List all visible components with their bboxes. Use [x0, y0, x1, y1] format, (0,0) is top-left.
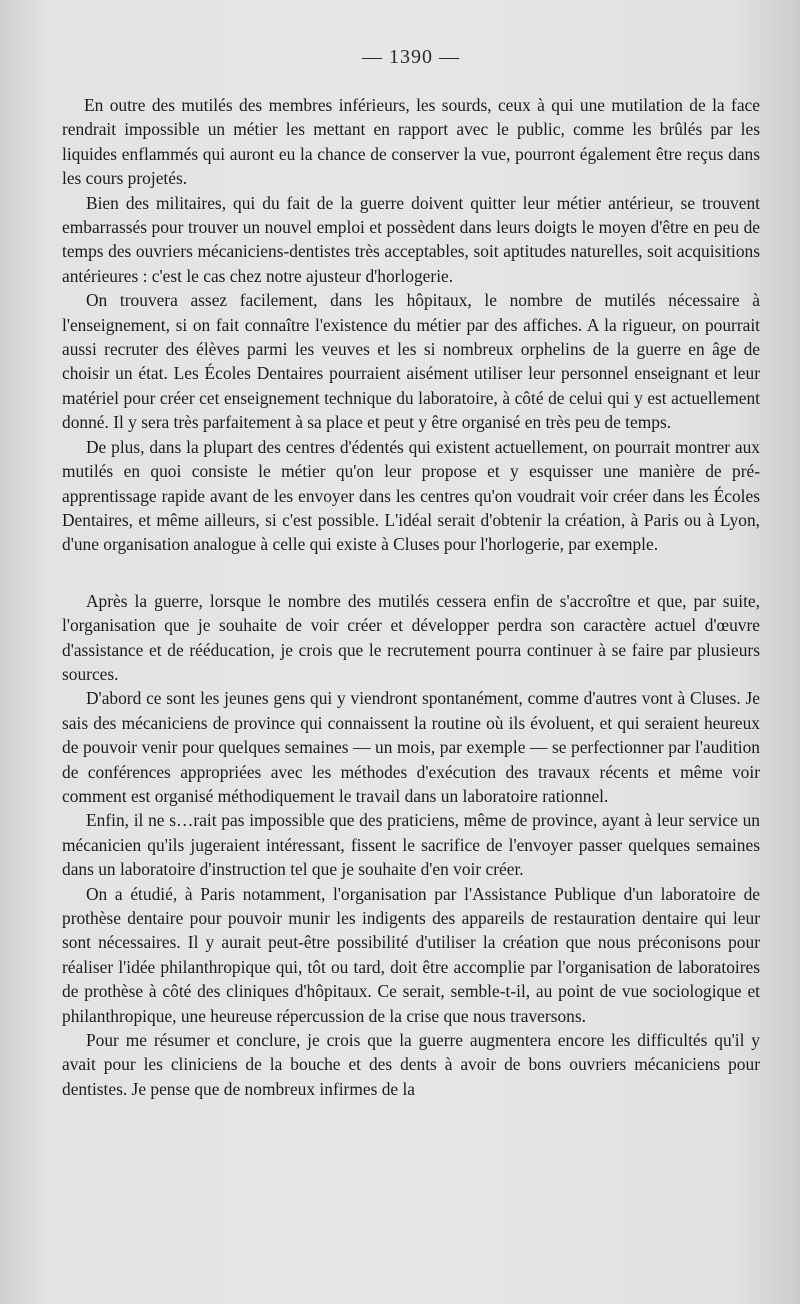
paragraph: Après la guerre, lorsque le nombre des mutilés cessera enfin de s'accroître et que, par suite, l'organisation que je souhaite de voir créer et développer perdra son caractère actuel d'œuvre d'assistance et de rééducation, je crois que le recrutement pourra continuer à se faire par plusieurs sources. [62, 590, 760, 684]
paragraph: On trouvera assez facilement, dans les hôpitaux, le nombre de mutilés nécessaire à l'enseignement, si on fait connaître l'existence du métier par des affiches. A la rigueur, on pourrait aussi recruter des élèves parmi les veuves et les si nombreux orphelins de la guerre en âge de choisir un état. Les Écoles Dentaires pourraient aisément utiliser leur personnel enseignant et leur matériel pour créer cet enseignement technique du laboratoire, à côté de celui qui y est actuellement donné. Il y sera très parfaitement à sa place et peut y être organisé en très peu de temps. [62, 290, 760, 433]
paragraph: D'abord ce sont les jeunes gens qui y viendront spontanément, comme d'autres vont à Cluses. Je sais des mécaniciens de province qui connaissent la routine où ils évoluent, et qui seraient heureux de pouvoir venir pour quelques semaines — un mois, par exemple — se perfectionner par l'audition de conférences appropriées avec les méthodes d'exécution des travaux récents et même voir comment est organisé méthodiquement le travail dans un laboratoire rationnel. [62, 688, 760, 806]
paragraph: Bien des militaires, qui du fait de la guerre doivent quitter leur métier antérieur, se trouvent embarrassés pour trouver un nouvel emploi et possèdent dans leurs doigts le moyen d'être en peu de temps des ouvriers mécaniciens-dentistes très acceptables, soit aptitudes naturelles, soit acquisitions antérieures : c'est le cas chez notre ajusteur d'horlogerie. [62, 192, 760, 286]
paragraph: On a étudié, à Paris notamment, l'organisation par l'Assistance Publique d'un laboratoire de prothèse dentaire pour pouvoir munir les indigents des appareils de restauration dentaire qui leur sont nécessaires. Il y aurait peut-être possibilité d'utiliser la création que nous préconisons pour réaliser l'idée philanthropique qui, tôt ou tard, doit être accomplie par l'organisation de laboratoires de prothèse à côté des cliniques d'hôpitaux. Ce serait, semble-t-il, au point de vue sociologique et philanthropique, une heureuse répercussion de la crise que nous traversons. [62, 883, 760, 1026]
paragraph: De plus, dans la plupart des centres d'édentés qui existent actuellement, on pourrait montrer aux mutilés en quoi consiste le métier qu'on leur propose et y esquisser une manière de pré-apprentissage rapide avant de les envoyer dans les centres qu'on voudrait voir créer dans les Écoles Dentaires, et même ailleurs, si c'est possible. L'idéal serait d'obtenir la création, à Paris ou à Lyon, d'une organisation analogue à celle qui existe à Cluses pour l'horlogerie, par exemple. [62, 436, 760, 555]
paragraph: Enfin, il ne s…rait pas impossible que des praticiens, même de province, ayant à leur service un mécanicien qu'ils jugeraient intéressant, fissent le sacrifice de l'envoyer passer quelques semaines dans un laboratoire d'instruction tel que je souhaite d'en voir créer. [62, 810, 760, 880]
page-number: — 1390 — [362, 46, 460, 68]
text-section-1 [62, 93, 760, 557]
paragraph: En outre des mutilés des membres inférieurs, les sourds, ceux à qui une mutilation de la face rendrait impossible un métier les mettant en rapport avec le public, comme les brûlés par les liquides enflammés qui auront eu la chance de conserver la vue, pourront également être reçus dans les cours projetés. [62, 95, 760, 189]
section-gap [62, 557, 760, 589]
text-section-2 [62, 589, 760, 1102]
paragraph: Pour me résumer et conclure, je crois que la guerre augmentera encore les difficultés qu'il y avait pour les cliniciens de la bouche et des dents à avoir de bons ouvriers mécaniciens pour dentistes. Je pense que de nombreux infirmes de la [62, 1030, 760, 1099]
